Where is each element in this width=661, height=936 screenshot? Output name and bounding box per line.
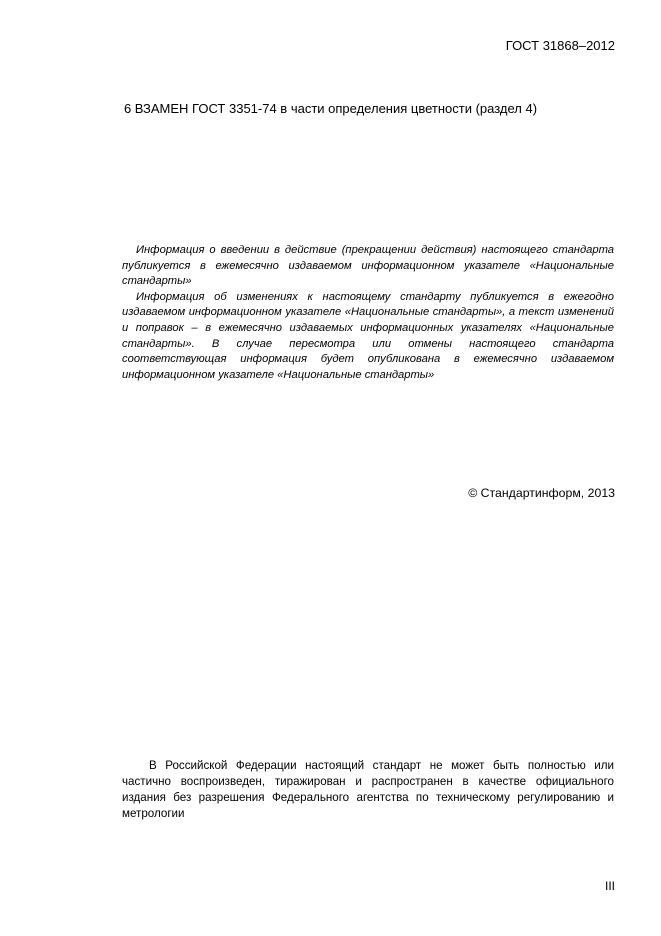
reproduction-notice-text: В Российской Федерации настоящий стандарт не может быть полностью или частично воспроизведен, тиражирован и распространен в качестве официального издания без разрешения Федерального агентства по техническому регулированию и метрологии: [122, 759, 614, 820]
copyright-notice: © Стандартинформ, 2013: [468, 486, 615, 500]
publication-info: [122, 243, 614, 383]
info-paragraph-introduction: Информация о введении в действие (прекращении действия) настоящего стандарта публикуется в ежемесячно издаваемом информационном указателе «Национальные стандарты»: [122, 244, 614, 288]
standard-code: ГОСТ 31868–2012: [505, 38, 615, 53]
info-paragraph-changes: Информация об изменениях к настоящему стандарту публикуется в ежегодно издаваемом информационном указателе «Национальные стандарты», а текст изменений и поправок – в ежемесячно издаваемых информационных указателях «Национальные стандарты». В случае пересмотра или отмены настоящего стандарта соответствующая информация будет опубликована в ежемесячно издаваемом информационном указателе «Национальные стандарты»: [122, 290, 614, 381]
page-number: III: [604, 879, 615, 893]
reproduction-notice: [122, 758, 614, 822]
replaces-statement: 6 ВЗАМЕН ГОСТ 3351-74 в части определения цветности (раздел 4): [123, 101, 538, 116]
